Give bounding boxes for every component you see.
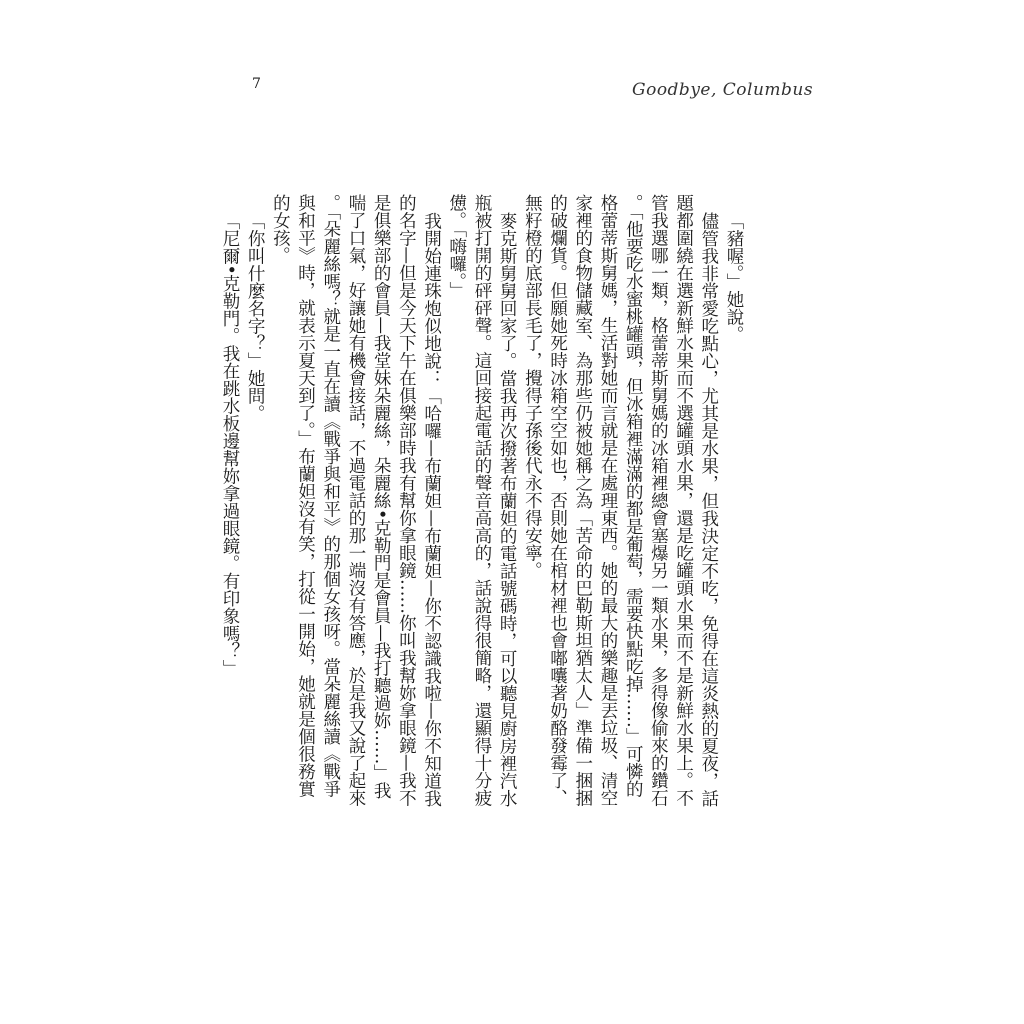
paragraph: 「你叫什麼名字？」她問。: [245, 211, 266, 422]
paragraph: 「豬喔。」她說。: [724, 211, 744, 343]
paragraph: 儘管我非常愛吃點心，尤其是水果，但我決定不吃，免得在這炎熱的夏夜，話題都圍繞在選新鮮水果而不選罐頭水果，還是吃罐頭水果而不是新鮮水果上。不管我選哪一類，格蕾蒂斯舅媽的冰箱裡總會塞爆另一類水果，多得像偷來的鑽石。「他要吃水蜜桃罐頭，但冰箱裡滿滿的都是葡萄，需要快點吃掉……」可憐的格蕾蒂斯舅媽，生活對她而言就是在處理東西。她的最大的樂趣是丟垃圾、清空家裡的食物儲藏室、為那些仍被她稱之為「苦命的巴勒斯坦猶太人」準備一捆捆的破爛貨。但願她死時冰箱空空如也，否則她在棺材裡也會嘟囔著奶酪發霉了、無籽橙的底部長毛了，攪得子孫後代永不得安寧。: [522, 194, 719, 807]
page-number: 7: [252, 76, 261, 92]
paragraph: 我開始連珠炮似地說：「哈囉—布蘭妲—布蘭妲—你不認識我啦—你不知道我的名字—但是今天下午在俱樂部時我有幫你拿眼鏡……你叫我幫妳拿眼鏡—我不是俱樂部的會員—我堂妹朵麗絲，朵麗絲•克勒門是會員—我打聽過妳……」我喘了口氣，好讓她有機會接話，不過電話的那一端沒有答應，於是我又說了起來。「朵麗絲嗎？就是一直在讀《戰爭與和平》的那個女孩呀。當朵麗絲讀《戰爭與和平》時，就表示夏天到了。」布蘭妲沒有笑，打從一開始，她就是個很務實的女孩。: [270, 194, 442, 807]
paragraph: 麥克斯舅舅回家了。當我再次撥著布蘭妲的電話號碼時，可以聽見廚房裡汽水瓶被打開的砰砰聲。這回接起電話的聲音高高的，話說得很簡略，還顯得十分疲憊。「嗨囉。」: [446, 194, 518, 807]
running-header-title: Goodbye, Columbus: [632, 80, 814, 100]
body-text: [219, 194, 746, 814]
paragraph: 「尼爾•克勒門。我在跳水板邊幫妳拿過眼鏡。有印象嗎？」: [219, 211, 240, 677]
